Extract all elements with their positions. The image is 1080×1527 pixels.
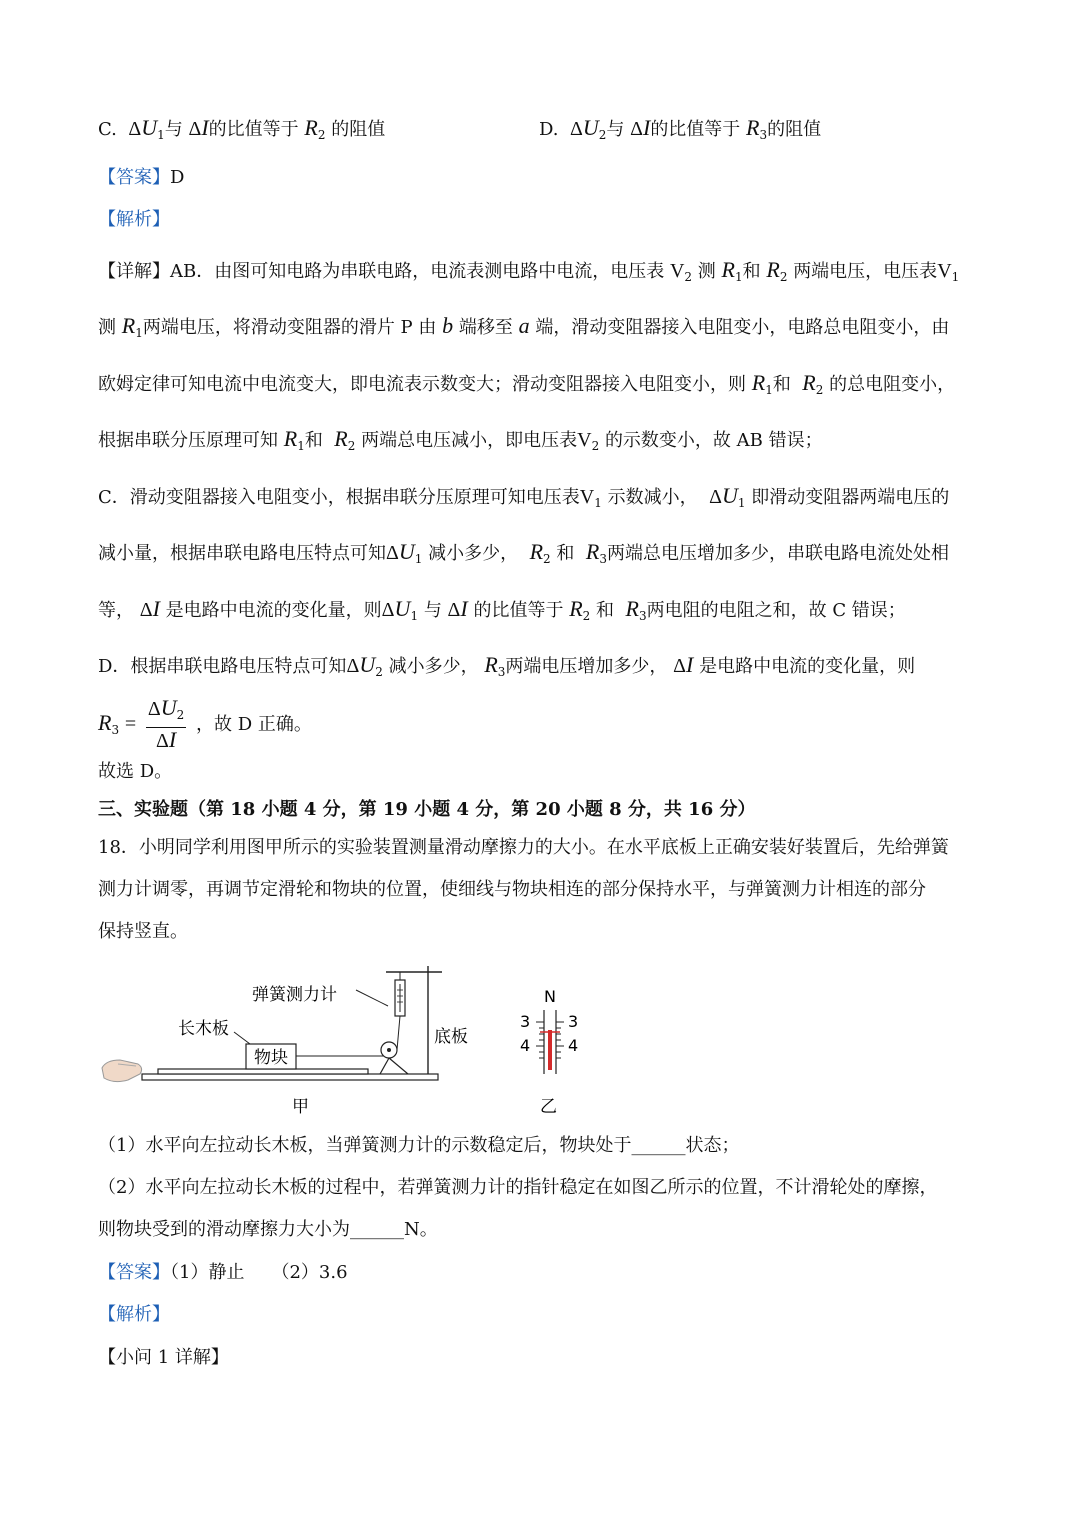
block-label: 物块 [254, 1048, 288, 1068]
detail-line-2: 测 $R_1$两端电压，将滑动变阻器的滑片 P 由 b 端移至 a 端，滑动变阻器接入电阻变小，电路总电阻变小，由 [98, 313, 950, 340]
option-c: C. $\Delta U_1$与 ΔI的比值等于 $R_2$ 的阻值 [98, 115, 386, 142]
option-d: D. $\Delta U_2$与 ΔI的比值等于 $R_3$的阻值 [539, 115, 822, 142]
base-label: 底板 [434, 1027, 468, 1047]
formula-line: $R_3$ = $\frac{\Delta U_2}{\Delta I}$ ，故 D 正确。 [98, 695, 312, 752]
detail-line-7: 等， ΔI 是电路中电流的变化量，则$\Delta U_1$ 与 ΔI 的比值等于 $R_2$ 和 $R_3$两电阻的电阻之和，故 C 错误； [98, 596, 906, 623]
q18-sub-1: （1）水平向左拉动长木板，当弹簧测力计的示数稳定后，物块处于______状态； [98, 1135, 740, 1156]
tick-3-right: 3 [568, 1012, 579, 1031]
spring-scale [395, 972, 405, 1016]
pointer [548, 1030, 552, 1070]
q18-line-1: 18．小明同学利用图甲所示的实验装置测量滑动摩擦力的大小。在水平底板上正确安装好装置后，先给弹簧 [98, 837, 949, 858]
analysis-tag-1: 【解析】 [98, 209, 170, 230]
long-board [158, 1069, 368, 1074]
q18-line-3: 保持竖直。 [98, 921, 188, 942]
figure-yi [510, 980, 590, 1120]
detail-line-3: 欧姆定律可知电流中电流变大，即电流表示数变大；滑动变阻器接入电阻变小，则 $R_1$和 $R_2$ 的总电阻变小， [98, 370, 956, 397]
tick-4-left: 4 [520, 1036, 531, 1055]
analysis-tag-2: 【解析】 [98, 1304, 170, 1325]
hand-icon [102, 1060, 142, 1082]
jia-label: 甲 [292, 1097, 309, 1117]
yi-label: 乙 [540, 1097, 557, 1117]
spring-scale-label: 弹簧测力计 [252, 985, 337, 1005]
sub-detail-heading: 【小问 1 详解】 [98, 1347, 229, 1368]
fraction: $\frac{\Delta U_2}{\Delta I}$ [147, 695, 185, 752]
detail-line-8: D．根据串联电路电压特点可知$\Delta U_2$ 减小多少， $R_3$两端电压增加多少， ΔI 是电路中电流的变化量，则 [98, 652, 916, 679]
section-heading: 三、实验题（第 18 小题 4 分，第 19 小题 4 分，第 20 小题 8 分，共 16 分） [98, 799, 756, 820]
answer-2: 【答案】（1）静止 （2）3.6 [98, 1262, 348, 1283]
detail-line-5: C．滑动变阻器接入电阻变小，根据串联分压原理可知电压表$V_1$ 示数减小， $\Delta U_1$ 即滑动变阻器两端电压的 [98, 483, 950, 510]
figure-jia [98, 960, 468, 1120]
tick-3-left: 3 [520, 1012, 531, 1031]
q18-sub-2b: 则物块受到的滑动摩擦力大小为______N。 [98, 1219, 438, 1240]
base-plate [142, 1074, 438, 1080]
conclusion: 故选 D。 [98, 761, 173, 782]
q18-sub-2a: （2）水平向左拉动长木板的过程中，若弹簧测力计的指针稳定在如图乙所示的位置，不计滑轮处的摩擦， [98, 1177, 938, 1198]
tick-4-right: 4 [568, 1036, 579, 1055]
detail-line-6: 减小量，根据串联电路电压特点可知$\Delta U_1$ 减小多少， $R_2$ 和 $R_3$两端总电压增加多少，串联电路电流处处相 [98, 539, 949, 566]
unit-label: N [544, 987, 556, 1006]
long-board-label: 长木板 [178, 1019, 229, 1039]
detail-line-1: 【详解】AB．由图可知电路为串联电路，电流表测电路中电流，电压表 $V_2$ 测 $R_1$和 $R_2$ 两端电压，电压表$V_1$ [98, 257, 960, 284]
detail-line-4: 根据串联分压原理可知 $R_1$和 $R_2$ 两端总电压减小，即电压表$V_2$ 的示数变小，故 AB 错误； [98, 426, 823, 453]
q18-line-2: 测力计调零，再调节定滑轮和物块的位置，使细线与物块相连的部分保持水平，与弹簧测力计相连的部分 [98, 879, 926, 900]
answer-1: 【答案】D [98, 167, 185, 188]
